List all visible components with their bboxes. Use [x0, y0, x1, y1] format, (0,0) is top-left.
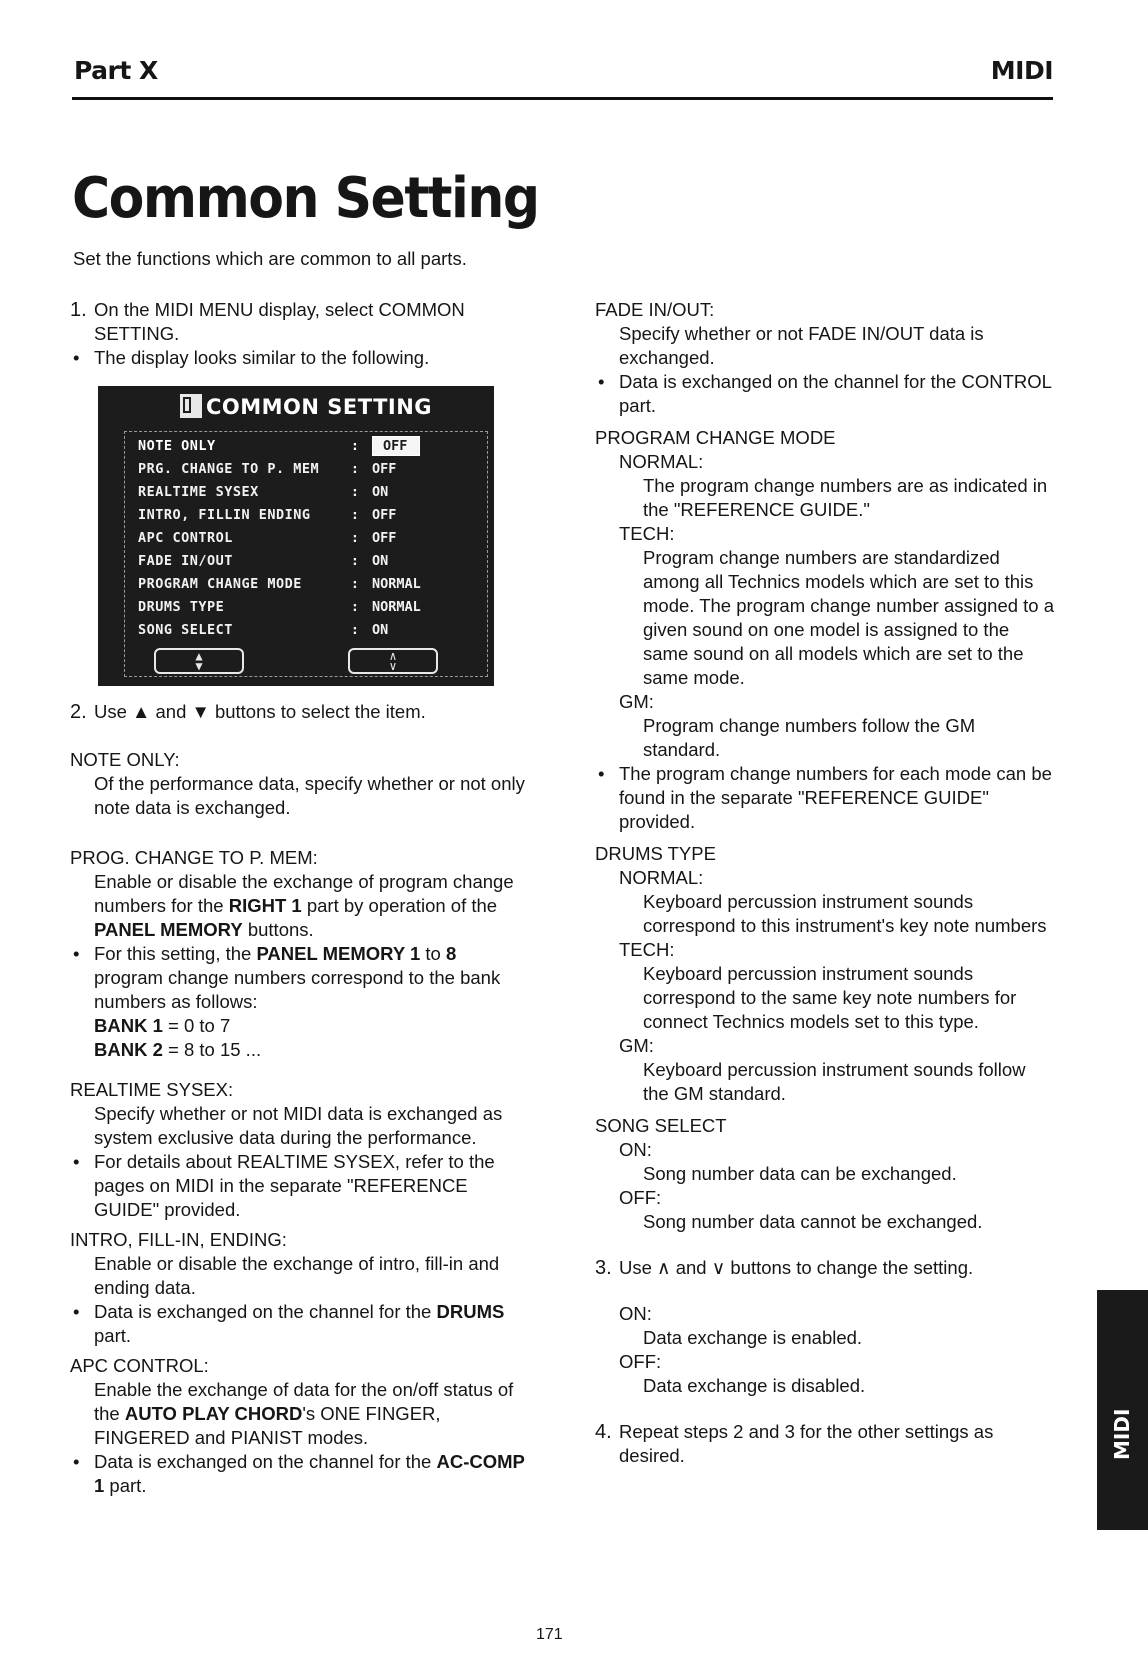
section-body: Of the performance data, specify whether or not only note data is exchanged. [94, 773, 525, 818]
lcd-row-label: INTRO, FILLIN ENDING [138, 507, 311, 523]
text-run: part by operation of the [301, 895, 498, 916]
lcd-row-label: APC CONTROL [138, 530, 233, 546]
lcd-row-value: NORMAL [372, 599, 421, 615]
right-column [595, 298, 1055, 1468]
lcd-row-sep: : [350, 599, 360, 615]
bold-run: RIGHT 1 [228, 895, 302, 916]
sub-heading: OFF: [619, 1187, 662, 1208]
bullet-dot: • [73, 1301, 80, 1322]
lcd-row-sep: : [350, 553, 360, 569]
sub-body: The program change numbers are as indicated in the "REFERENCE GUIDE." [643, 475, 1048, 520]
text-run: program change numbers correspond to the bank numbers as follows: [94, 967, 501, 1012]
sub-body: Data exchange is disabled. [643, 1375, 866, 1396]
bullet-text [94, 942, 530, 1014]
text-run: part. [94, 1325, 132, 1346]
sub-body: Data exchange is enabled. [643, 1327, 863, 1348]
section-body [70, 870, 530, 942]
lcd-row-label: FADE IN/OUT [138, 553, 233, 569]
lcd-row-program-change-mode[interactable] [138, 573, 488, 595]
text-run: to [420, 943, 446, 964]
step-text: Use ▲ and ▼ buttons to select the item. [94, 701, 426, 722]
sub-heading: TECH: [619, 939, 675, 960]
lcd-row-note-only[interactable] [138, 435, 488, 457]
bullet-item [595, 370, 1055, 418]
left-column [70, 298, 530, 1498]
bold-run: DRUMS [436, 1301, 505, 1322]
lcd-row-value [372, 434, 442, 458]
bold-run: PANEL MEMORY 1 [256, 943, 421, 964]
text-run: For this setting, the [94, 943, 257, 964]
section-body: Specify whether or not FADE IN/OUT data is exchanged. [619, 323, 984, 368]
section-heading: PROG. CHANGE TO P. MEM: [70, 847, 318, 868]
section-heading: SONG SELECT [595, 1115, 727, 1136]
lcd-row-value: OFF [372, 461, 397, 477]
bold-run: AUTO PLAY CHORD [124, 1403, 303, 1424]
bullet-item [70, 1300, 530, 1348]
text-run: Data is exchanged on the channel for the [94, 1301, 437, 1322]
bank-line [70, 1038, 530, 1062]
bold-run: BANK 1 [94, 1015, 163, 1036]
side-tab-label: MIDI [1110, 1408, 1134, 1460]
page-number: 171 [536, 1626, 563, 1643]
bullet-dot: • [73, 347, 80, 368]
bullet-dot: • [73, 1451, 80, 1472]
sub-body: Song number data can be exchanged. [643, 1163, 957, 1184]
step-4 [595, 1420, 1055, 1468]
bold-run: PANEL MEMORY [94, 919, 243, 940]
text-run: = 0 to 7 [162, 1015, 231, 1036]
bullet-item [70, 942, 530, 1014]
text-run: = 8 to 15 ... [162, 1039, 262, 1060]
lcd-row-realtime-sysex[interactable] [138, 481, 488, 503]
lcd-title-text: COMMON SETTING [206, 395, 433, 419]
lcd-row-drums-type[interactable] [138, 596, 488, 618]
step-number: 3. [595, 1257, 612, 1279]
section-heading: REALTIME SYSEX: [70, 1079, 234, 1100]
lcd-row-intro-fillin[interactable] [138, 504, 488, 526]
sub-body: Keyboard percussion instrument sounds follow the GM standard. [643, 1059, 1026, 1104]
step-text: Use ∧ and ∨ buttons to change the setting. [619, 1257, 974, 1278]
section-heading: DRUMS TYPE [595, 843, 716, 864]
lcd-row-sep: : [350, 530, 360, 546]
bold-run: AC-COMP 1 [94, 1451, 525, 1496]
step-2 [70, 700, 530, 724]
lcd-title [180, 394, 432, 419]
sub-heading: GM: [619, 691, 654, 712]
lcd-row-sep: : [350, 484, 360, 500]
lcd-row-sep: : [350, 576, 360, 592]
lcd-row-apc-control[interactable] [138, 527, 488, 549]
sub-body: Program change numbers follow the GM standard. [643, 715, 976, 760]
lcd-row-label: PROGRAM CHANGE MODE [138, 576, 302, 592]
bold-run: 8 [445, 943, 457, 964]
step-number: 1. [70, 299, 87, 321]
sub-heading: TECH: [619, 523, 675, 544]
menu-icon [180, 394, 202, 418]
bullet-dot: • [598, 763, 605, 784]
lcd-row-value: OFF [372, 507, 397, 523]
sub-body: Keyboard percussion instrument sounds correspond to this instrument's key note numbers [643, 891, 1047, 936]
lcd-row-label: REALTIME SYSEX [138, 484, 259, 500]
lcd-row-label: SONG SELECT [138, 622, 233, 638]
section-heading: NOTE ONLY: [70, 749, 180, 770]
lcd-row-value: ON [372, 622, 389, 638]
step-3 [595, 1256, 1055, 1280]
section-label: Part X [74, 56, 158, 85]
sub-heading: ON: [619, 1303, 652, 1324]
bullet-dot: • [73, 943, 80, 964]
sub-heading: NORMAL: [619, 867, 704, 888]
sub-body: Keyboard percussion instrument sounds correspond to the same key note numbers for connect Technics models set to this type. [643, 963, 1017, 1032]
section-heading: APC CONTROL: [70, 1355, 209, 1376]
text-run: Enable the exchange of data for the on/off status of the [94, 1379, 514, 1424]
text-run: 's ONE FINGER, FINGERED and PIANIST modes. [94, 1403, 441, 1448]
section-heading: INTRO, FILL-IN, ENDING: [70, 1229, 287, 1250]
bullet-text: Data is exchanged on the channel for the CONTROL part. [619, 371, 1052, 416]
lcd-row-prg-change[interactable] [138, 458, 488, 480]
lcd-row-label: PRG. CHANGE TO P. MEM [138, 461, 320, 477]
text-run: Data is exchanged on the channel for the [94, 1451, 437, 1472]
bank-line [70, 1014, 530, 1038]
lcd-row-label: NOTE ONLY [138, 438, 216, 454]
bullet-item [70, 1150, 530, 1222]
section-heading: FADE IN/OUT: [595, 299, 715, 320]
lcd-row-song-select[interactable] [138, 619, 488, 641]
text-run: part. [104, 1475, 147, 1496]
chapter-side-tab[interactable] [1097, 1290, 1148, 1530]
bullet-text [94, 1450, 530, 1498]
intro-text: Set the functions which are common to all parts. [73, 248, 467, 269]
bullet-dot: • [73, 1151, 80, 1172]
lcd-row-sep: : [350, 507, 360, 523]
sub-heading: GM: [619, 1035, 654, 1056]
section-heading: PROGRAM CHANGE MODE [595, 427, 836, 448]
chapter-label: MIDI [990, 56, 1053, 85]
change-updown-button[interactable]: ∧ ∨ [348, 648, 438, 674]
bullet-text: The display looks similar to the following. [94, 347, 430, 368]
step-number: 4. [595, 1421, 612, 1443]
bullet-text: The program change numbers for each mode can be found in the separate "REFERENCE GUIDE" provided. [619, 763, 1052, 832]
bold-run: BANK 2 [94, 1039, 163, 1060]
lcd-row-sep: : [350, 438, 360, 454]
header-rule [72, 97, 1053, 100]
lcd-display [98, 386, 494, 686]
bullet-text [94, 1300, 530, 1348]
select-updown-button[interactable]: ▲ ▼ [154, 648, 244, 674]
section-body [70, 1378, 530, 1450]
bullet-item [595, 762, 1055, 834]
sub-heading: ON: [619, 1139, 652, 1160]
sub-heading: OFF: [619, 1351, 662, 1372]
section-body: Enable or disable the exchange of intro, fill-in and ending data. [94, 1253, 500, 1298]
lcd-row-fade[interactable] [138, 550, 488, 572]
lcd-row-value: ON [372, 484, 389, 500]
sub-heading: NORMAL: [619, 451, 704, 472]
bullet-dot: • [598, 371, 605, 392]
lcd-row-value: OFF [372, 530, 397, 546]
lcd-row-value: ON [372, 553, 389, 569]
bullet-item [70, 1450, 530, 1498]
page-title: Common Setting [72, 166, 539, 231]
lcd-row-sep: : [350, 622, 360, 638]
bullet-text: For details about REALTIME SYSEX, refer to the pages on MIDI in the separate "REFERENCE GUIDE" provided. [94, 1151, 495, 1220]
sub-body: Program change numbers are standardized among all Technics models which are set to this mode. The program change number assigned to a given sound on one model is assigned to the same sound on all models which are set to the same mode. [643, 547, 1055, 688]
text-run: buttons. [242, 919, 314, 940]
lcd-value-highlight: OFF [372, 436, 420, 456]
step-text: On the MIDI MENU display, select COMMON SETTING. [94, 299, 465, 344]
sub-body: Song number data cannot be exchanged. [643, 1211, 983, 1232]
lcd-row-sep: : [350, 461, 360, 477]
step-number: 2. [70, 701, 87, 723]
bullet-item [70, 346, 530, 370]
text-run: Enable or disable the exchange of program change numbers for the [94, 871, 514, 916]
step-text: Repeat steps 2 and 3 for the other settings as desired. [619, 1421, 994, 1466]
lcd-row-label: DRUMS TYPE [138, 599, 225, 615]
section-body: Specify whether or not MIDI data is exchanged as system exclusive data during the performance. [94, 1103, 503, 1148]
lcd-row-value: NORMAL [372, 576, 421, 592]
step-1 [70, 298, 530, 346]
